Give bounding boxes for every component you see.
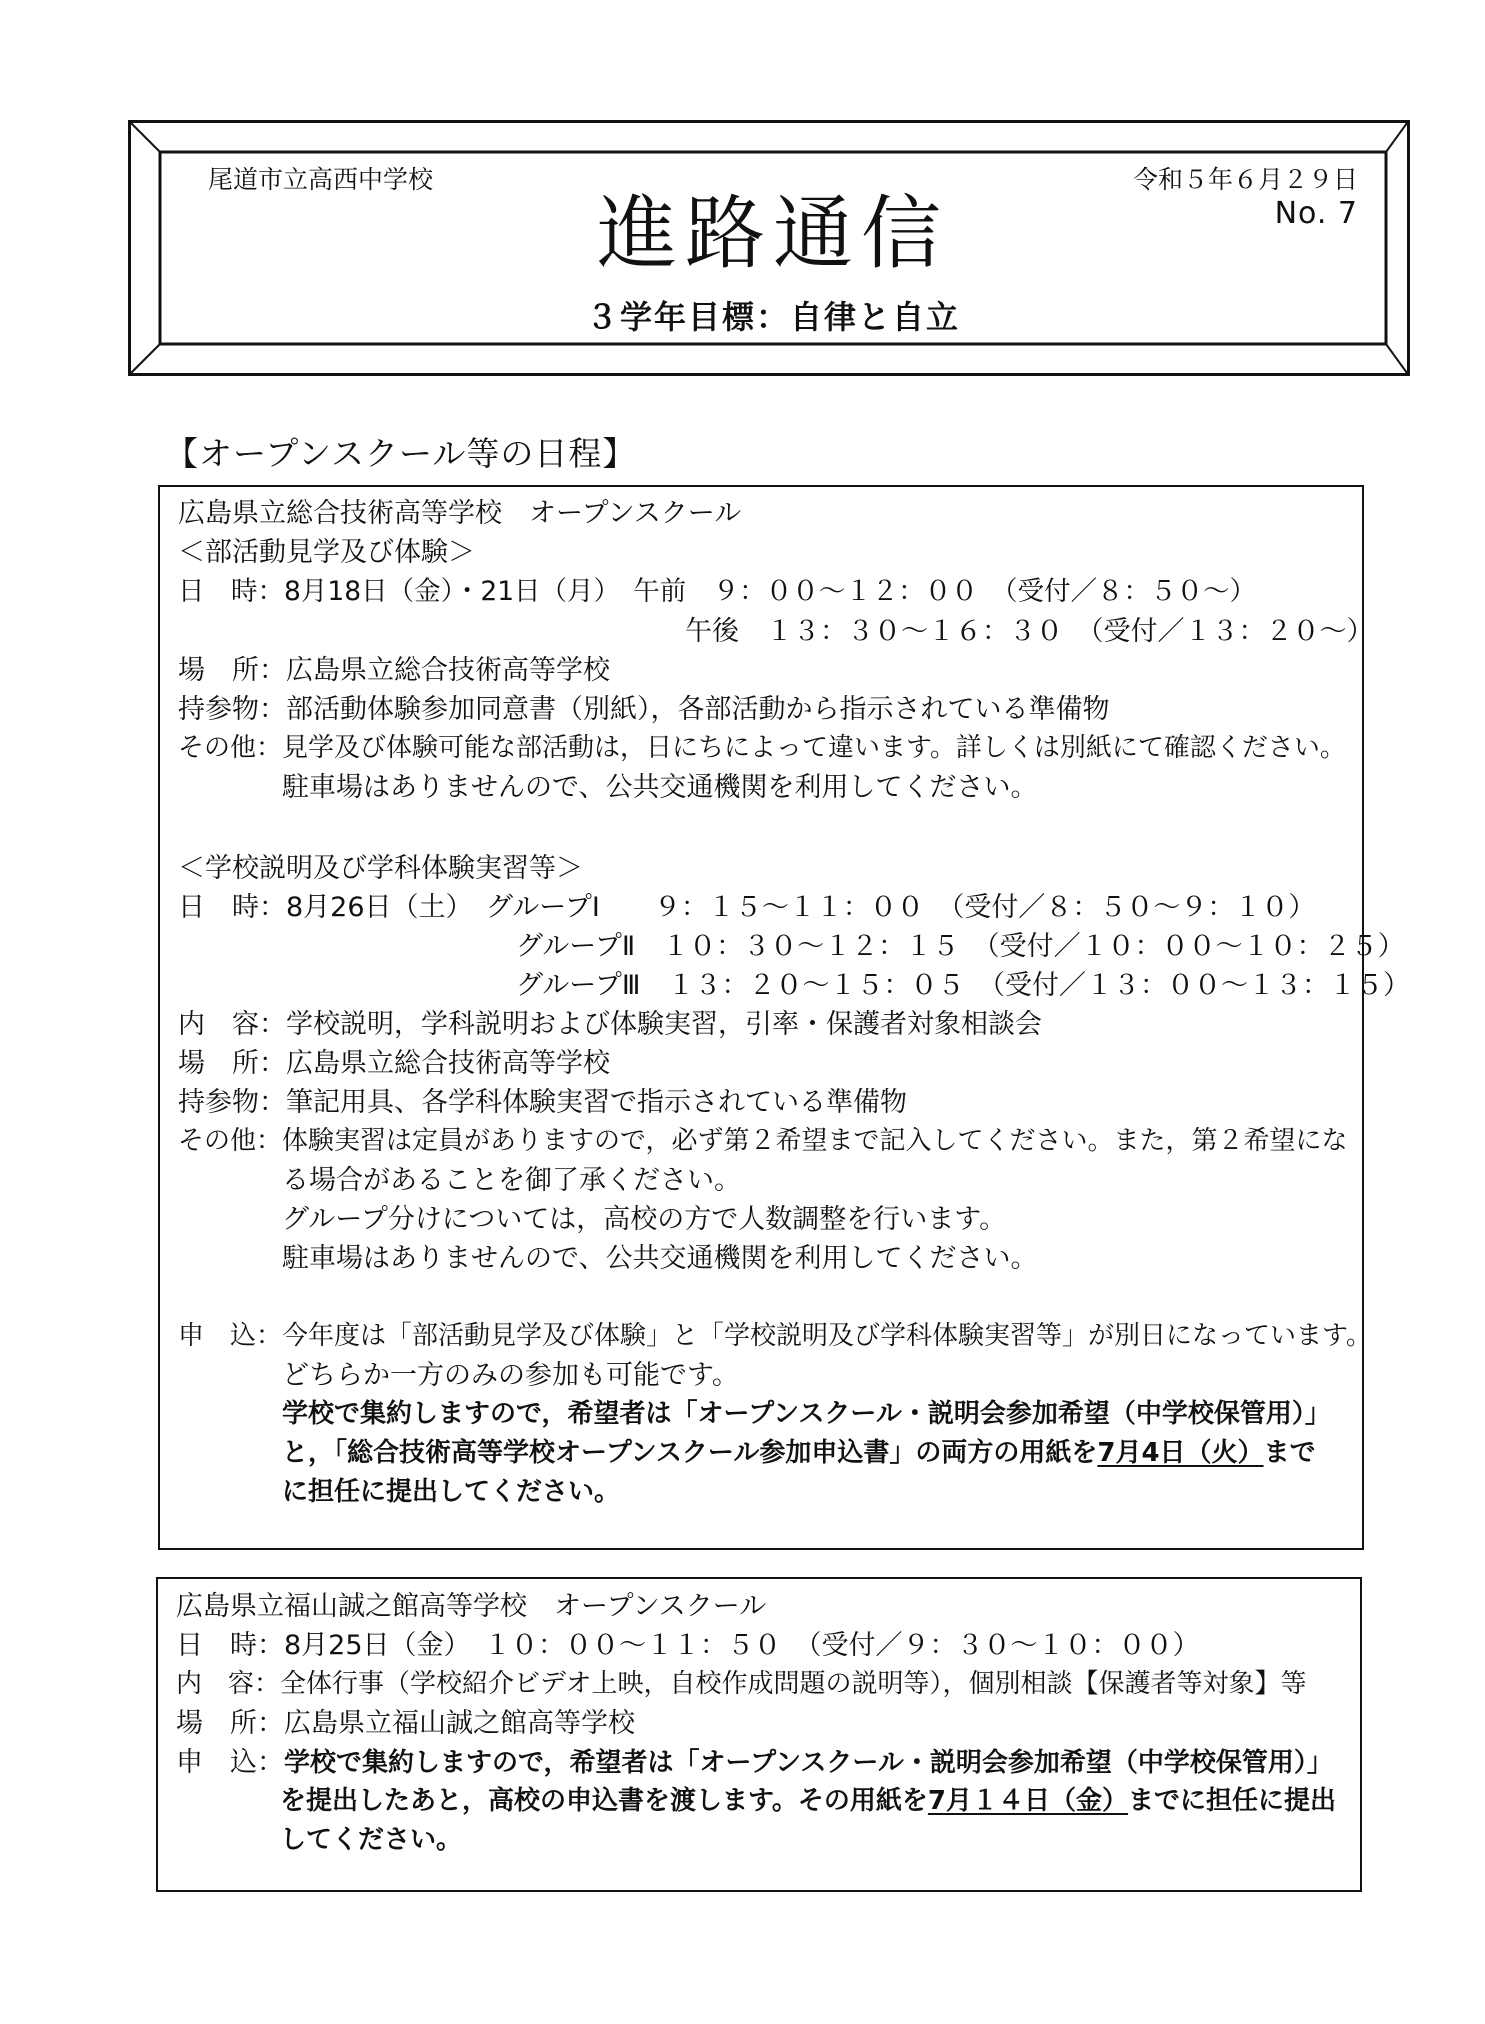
issue-date: 令和５年６月２９日	[1132, 165, 1358, 194]
application-deadline: 7月4日（火）	[1097, 1438, 1264, 1468]
application-instruction: 学校で集約しますので，希望者は「オープンスクール・説明会参加希望（中学校保管用）」	[282, 1399, 1331, 1429]
briefing-group-note: グループ分けについては，高校の方で人数調整を行います。	[282, 1204, 1007, 1235]
school-title: 広島県立福山誠之館高等学校 オープンスクール	[176, 1591, 767, 1622]
club-visit-datetime: 日 時：8月18日（金）・21日（月） 午前 ９：００～１２：００ （受付／８：５０～）	[178, 576, 1257, 607]
briefing-place: 場 所：広島県立総合技術高等学校	[178, 1048, 610, 1079]
application-deadline-suffix: まで	[1263, 1438, 1316, 1468]
issue-number: No. 7	[1274, 196, 1358, 231]
club-visit-items: 持参物：部活動体験参加同意書（別紙），各部活動から指示されている準備物	[178, 694, 1110, 725]
application-instruction-cont	[282, 1440, 1316, 1466]
club-visit-place: 場 所：広島県立総合技術高等学校	[178, 655, 610, 686]
application-note: 申 込：今年度は「部活動見学及び体験」と「学校説明及び学科体験実習等」が別日になっています。	[178, 1321, 1372, 1351]
open-school-place: 場 所：広島県立福山誠之館高等学校	[176, 1708, 635, 1739]
open-school-application	[176, 1749, 1333, 1776]
school-title: 広島県立総合技術高等学校 オープンスクール	[178, 498, 742, 529]
club-visit-other: その他：見学及び体験可能な部活動は，日にちによって違います。詳しくは別紙にて確認ください。	[178, 733, 1346, 763]
application-forms-text: と，「総合技術高等学校オープンスクール参加申込書」の両方の用紙を	[282, 1438, 1098, 1468]
open-school-content: 内 容：全体行事（学校紹介ビデオ上映，自校作成問題の説明等），個別相談【保護者等対象】等	[176, 1669, 1307, 1699]
school-info-box-sogo-gijutsu	[158, 485, 1410, 1550]
club-visit-parking-note: 駐車場はありませんので、公共交通機関を利用してください。	[282, 772, 1038, 803]
application-note-cont: どちらか一方のみの参加も可能です。	[282, 1360, 739, 1391]
application-instruction-cont	[280, 1788, 1336, 1814]
open-school-datetime: 日 時：8月25日（金） １０：００～１１：５０ （受付／９：３０～１０：００）	[176, 1630, 1200, 1661]
club-visit-datetime-afternoon: 午後 １３：３０～１６：３０ （受付／１３：２０～）	[685, 616, 1374, 647]
header	[160, 152, 1386, 344]
school-info-box-fukuyama-seishikan	[156, 1577, 1362, 1892]
briefing-other-cont: る場合があることを御了承ください。	[282, 1165, 741, 1196]
briefing-datetime-group2: グループⅡ １０：３０～１２：１５ （受付／１０：００～１０：２５）	[516, 931, 1405, 962]
section-heading: 【オープンスクール等の日程】	[165, 434, 637, 473]
page-title: 進路通信	[597, 187, 949, 280]
briefing-items: 持参物：筆記用具、各学科体験実習で指示されている準備物	[178, 1087, 907, 1118]
application-instruction: 学校で集約しますので，希望者は「オープンスクール・説明会参加希望（中学校保管用）」	[284, 1748, 1333, 1778]
application-forms-text: を提出したあと，高校の申込書を渡します。その用紙を	[280, 1786, 928, 1816]
application-instruction-end: に担任に提出してください。	[282, 1477, 621, 1507]
briefing-datetime-group3: グループⅢ １３：２０～１５：０５ （受付／１３：００～１３：１５）	[516, 970, 1410, 1001]
school-name: 尾道市立高西中学校	[208, 165, 434, 194]
application-deadline-suffix: までに担任に提出	[1128, 1786, 1337, 1816]
briefing-other: その他：体験実習は定員がありますので，必ず第２希望まで記入してください。また，第２希望にな	[178, 1126, 1348, 1156]
application-deadline: 7月１４日（金）	[927, 1786, 1129, 1816]
application-instruction-end: してください。	[280, 1825, 463, 1855]
briefing-datetime-group1: 日 時：8月26日（土） グループⅠ ９：１５～１１：００ （受付／８：５０～９：１０）	[178, 892, 1316, 923]
briefing-content: 内 容：学校説明，学科説明および体験実習，引率・保護者対象相談会	[178, 1009, 1042, 1040]
school-briefing-heading: ＜学校説明及び学科体験実習等＞	[178, 853, 583, 884]
page-subtitle: ３学年目標：自律と自立	[585, 298, 960, 336]
application-label: 申 込：	[176, 1747, 284, 1778]
club-visit-heading: ＜部活動見学及び体験＞	[178, 537, 475, 568]
briefing-parking-note: 駐車場はありませんので、公共交通機関を利用してください。	[282, 1243, 1038, 1274]
